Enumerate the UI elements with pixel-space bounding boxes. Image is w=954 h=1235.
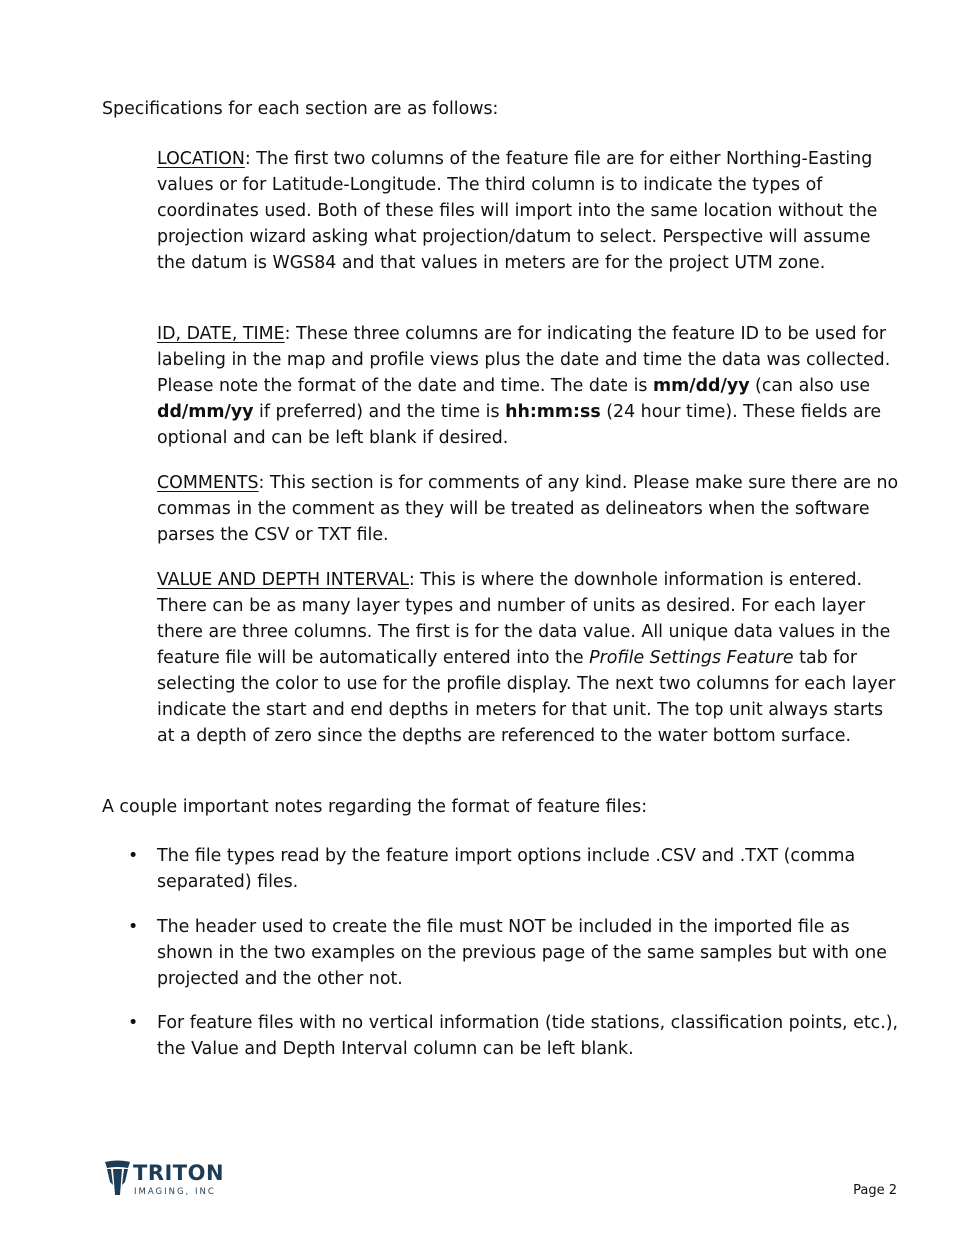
value-depth-text-1: : This is where the downhole information is entered. There can be as many layer types and number of units as desired. For each layer there are three columns. The first is for the data value. All unique data values in the feature file will be automatically entered into the [157,570,891,668]
bullet-item [128,1010,902,1062]
bullet-item [128,914,902,992]
bullet-text: The header used to create the file must NOT be included in the imported file as shown in the two examples on the previous page of the same samples but with one projected and the other not. [157,917,887,989]
bullet-text: For feature files with no vertical information (tide stations, classification points, etc.), the Value and Depth Interval column can be left blank. [157,1013,899,1059]
section-id-date-time [157,321,902,451]
time-format-bold: hh:mm:ss [505,402,601,422]
logo-subtitle: IMAGING, INC [134,1187,216,1197]
bullet-icon: • [128,917,139,937]
triton-t-icon [104,1160,131,1196]
id-date-time-text-3: if preferred) and the time is [253,402,506,422]
triton-logo [104,1160,224,1198]
section-value-depth [157,567,902,749]
bullet-text: The file types read by the feature import options include .CSV and .TXT (comma separated) files. [157,846,856,892]
value-depth-heading: VALUE AND DEPTH INTERVAL [157,570,409,590]
value-depth-text-2: tab for selecting the color to use for the profile display. The next two columns for each layer indicate the start and end depths in meters for that unit. The top unit always starts at a depth of zero since the depths are referenced to the water bottom surface. [157,648,896,746]
notes-intro: A couple important notes regarding the format of feature files: [102,797,648,817]
id-date-time-text-4: (24 hour time). These fields are optional and can be left blank if desired. [157,402,882,448]
profile-settings-feature-italic: Profile Settings Feature [589,648,794,668]
comments-text: : This section is for comments of any kind. Please make sure there are no commas in the comment as they will be treated as delineators when the software parses the CSV or TXT file. [157,473,899,545]
comments-heading: COMMENTS [157,473,259,493]
id-date-time-text-1: : These three columns are for indicating the feature ID to be used for labeling in the map and profile views plus the date and time the data was collected. Please note the format of the date and time. The date is [157,324,891,396]
location-text: : The first two columns of the feature file are for either Northing-Easting values or for Latitude-Longitude. The third column is to indicate the types of coordinates used. Both of these files will import into the same location without the projection wizard asking what projection/datum to select. Perspective will assume the datum is WGS84 and that values in meters are for the project UTM zone. [157,149,878,273]
id-date-time-text-2: (can also use [749,376,871,396]
section-comments [157,470,902,548]
page-number: Page 2 [853,1183,897,1198]
date-format-bold: mm/dd/yy [653,376,750,396]
bullet-icon: • [128,1013,139,1033]
bullet-icon: • [128,846,139,866]
section-location [157,146,902,276]
location-heading: LOCATION [157,149,245,169]
logo-name: TRITON [133,1161,225,1185]
intro-text: Specifications for each section are as follows: [102,99,499,119]
alt-date-format-bold: dd/mm/yy [157,402,254,422]
bullet-item [128,843,902,895]
id-date-time-heading: ID, DATE, TIME [157,324,285,344]
